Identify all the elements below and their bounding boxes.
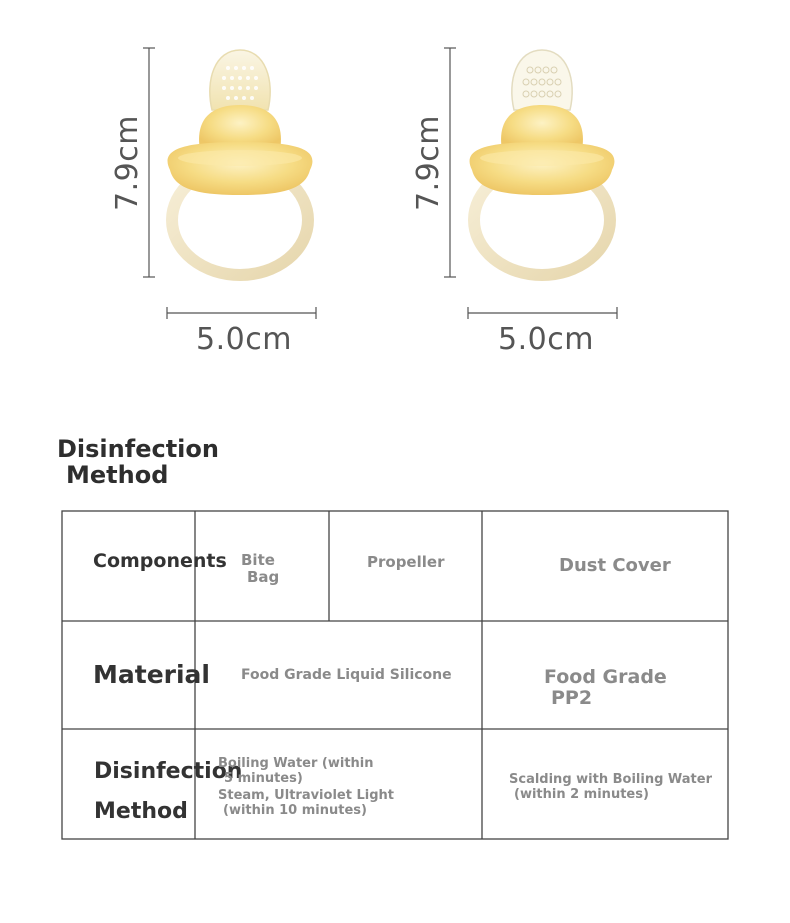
pp-material-line1: Food Grade (544, 666, 667, 688)
section-title-line2: Method (66, 461, 169, 489)
disinfection-left-line2: 5 minutes) (224, 771, 303, 786)
disinfection-header-line2: Method (94, 799, 188, 824)
components-header: Components (93, 550, 227, 572)
disinfection-left-line1: Boiling Water (within (218, 756, 374, 771)
disinfection-left-line4: (within 10 minutes) (223, 803, 367, 818)
pp-material-line2: PP2 (551, 687, 593, 709)
propeller-label: Propeller (367, 553, 445, 571)
disinfection-right-line2: (within 2 minutes) (514, 787, 649, 802)
left-height-label: 7.9cm (110, 115, 145, 211)
material-header: Material (93, 660, 210, 689)
disinfection-silicone (218, 756, 394, 818)
pp-material (544, 667, 667, 709)
disinfection-right-line1: Scalding with Boiling Water (509, 772, 712, 787)
disinfection-header-line1: Disinfection (94, 759, 243, 784)
right-width-label: 5.0cm (498, 322, 594, 357)
bite-bag-line1: Bite (241, 551, 275, 569)
bite-bag-line2: Bag (247, 568, 280, 586)
right-height-label: 7.9cm (411, 115, 446, 211)
dust-cover-label: Dust Cover (559, 555, 671, 576)
disinfection-pp (509, 772, 712, 802)
disinfection-left-line3: Steam, Ultraviolet Light (218, 788, 394, 803)
bite-bag-label (241, 552, 279, 586)
silicone-material: Food Grade Liquid Silicone (241, 667, 452, 683)
left-width-label: 5.0cm (196, 322, 292, 357)
section-title-line1: Disinfection (57, 435, 219, 463)
